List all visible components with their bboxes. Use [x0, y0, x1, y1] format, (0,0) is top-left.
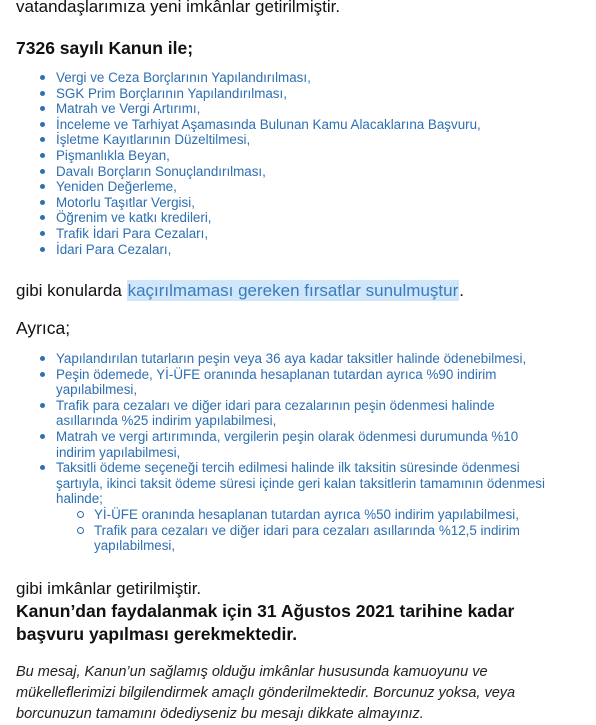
law-list-item: İdari Para Cezaları, — [40, 242, 481, 258]
also-list-item — [40, 460, 560, 554]
law-list-item: Trafik İdari Para Cezaları, — [40, 226, 481, 242]
opportunities-suffix: . — [459, 281, 464, 300]
law-list-item: Vergi ve Ceza Borçlarının Yapılandırılması, — [40, 70, 481, 86]
footer-disclaimer: Bu mesaj, Kanun’un sağlamış olduğu imkânlar hususunda kamuoyunu ve mükelleflerimizi bilgilendirmek amaçlı gönderilmektedir. Borcunuz yoksa, veya borcunuzun tamamını ödediyseniz bu mesajı dikkate almayınız. — [16, 664, 516, 722]
also-list — [40, 351, 560, 554]
law-list-item: Öğrenim ve katkı kredileri, — [40, 210, 481, 226]
law-list-item: Matrah ve Vergi Artırımı, — [40, 101, 481, 117]
closing-line: gibi imkânlar getirilmiştir. — [16, 579, 202, 598]
intro-text: vatandaşlarımıza yeni imkânlar getirilmiştir. — [16, 0, 341, 16]
opportunities-prefix: gibi konularda — [16, 281, 127, 300]
also-sublist-item: Trafik para cezaları ve diğer idari para cezaları asıllarında %12,5 indirim yapılabilmesi, — [77, 523, 560, 554]
law-list-item: Yeniden Değerleme, — [40, 179, 481, 195]
opportunities-text — [16, 280, 464, 302]
highlighted-text: kaçırılmaması gereken fırsatlar sunulmuştur — [127, 281, 459, 300]
law-list-item: SGK Prim Borçlarının Yapılandırılması, — [40, 86, 481, 102]
also-list-item: Matrah ve vergi artırımında, vergilerin peşin olarak ödenmesi durumunda %10 indirim yapılabilmesi, — [40, 429, 560, 460]
law-list-item: Pişmanlıkla Beyan, — [40, 148, 481, 164]
also-heading: Ayrıca; — [16, 318, 71, 338]
also-list-item: Trafik para cezaları ve diğer idari para cezalarının peşin ödenmesi halinde asıllarında %25 indirim yapılabilmesi, — [40, 398, 560, 429]
also-sublist — [56, 507, 560, 554]
law-heading: 7326 sayılı Kanun ile; — [16, 38, 194, 58]
also-list-item: Peşin ödemede, Yİ-ÜFE oranında hesaplanan tutardan ayrıca %90 indirim yapılabilmesi, — [40, 367, 560, 398]
deadline-notice: Kanun’dan faydalanmak için 31 Ağustos 2021 tarihine kadar başvuru yapılması gerekmektedir. — [16, 601, 515, 644]
law-list-item: Motorlu Taşıtlar Vergisi, — [40, 195, 481, 211]
law-list-item: İnceleme ve Tarhiyat Aşamasında Bulunan Kamu Alacaklarına Başvuru, — [40, 117, 481, 133]
law-list — [40, 70, 481, 257]
also-list-item: Yapılandırılan tutarların peşin veya 36 aya kadar taksitler halinde ödenebilmesi, — [40, 351, 560, 367]
also-list-item-text: Taksitli ödeme seçeneği tercih edilmesi halinde ilk taksitin süresinde ödenmesi şartıyla, ikinci taksit ödeme süresi içinde geri kalan taksitlerin tamamının ödenmesi halinde; — [56, 460, 545, 507]
law-list-item: Davalı Borçların Sonuçlandırılması, — [40, 164, 481, 180]
also-sublist-item: Yİ-ÜFE oranında hesaplanan tutardan ayrıca %50 indirim yapılabilmesi, — [77, 507, 560, 523]
law-list-item: İşletme Kayıtlarının Düzeltilmesi, — [40, 132, 481, 148]
